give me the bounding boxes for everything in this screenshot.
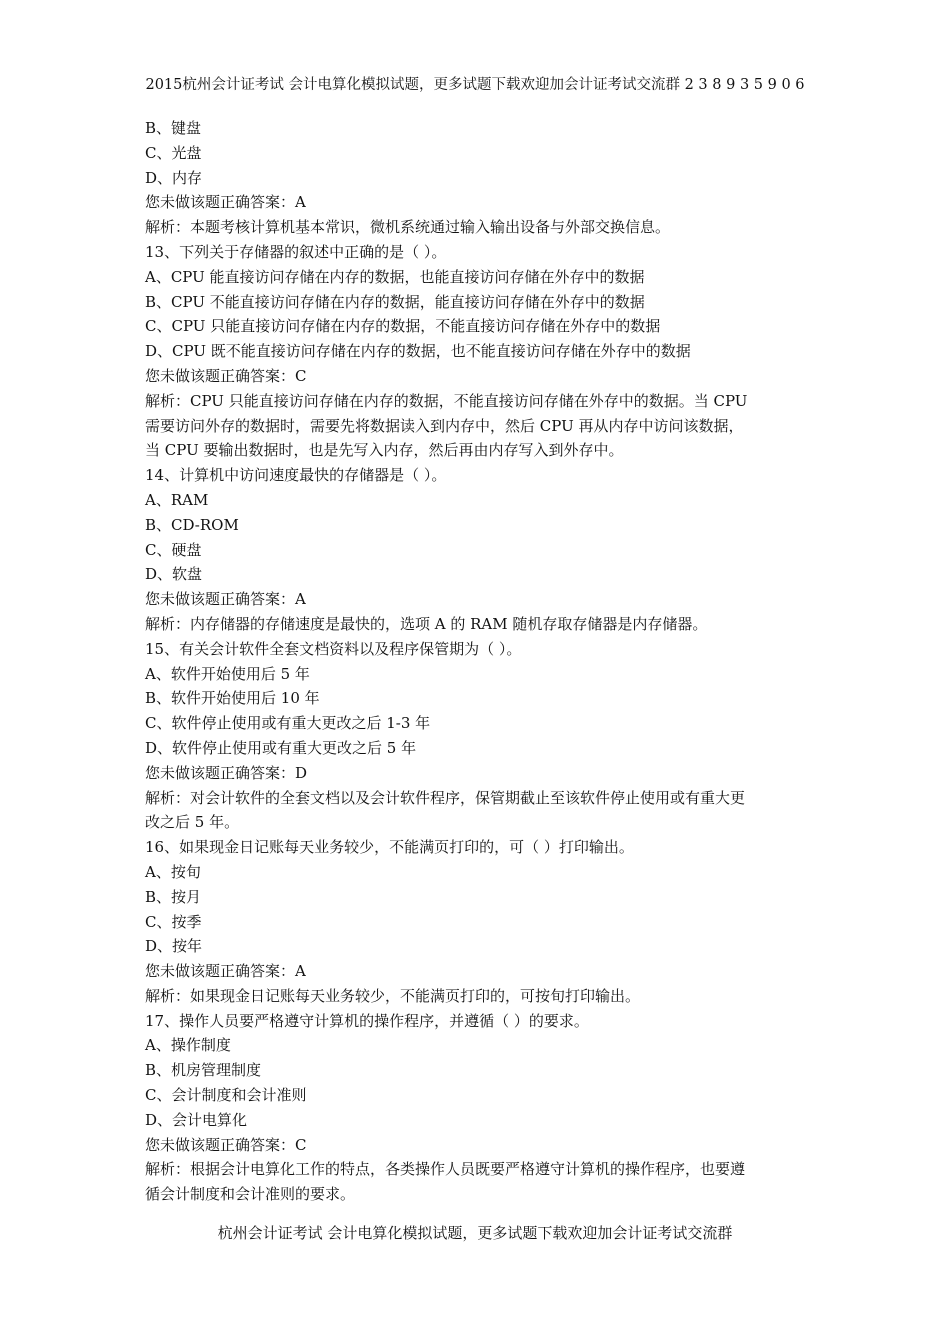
option-line: C、按季 bbox=[145, 912, 202, 931]
explanation-line: 循会计制度和会计准则的要求。 bbox=[145, 1185, 356, 1204]
option-line: C、硬盘 bbox=[145, 540, 202, 559]
page-header: 2015杭州会计证考试 会计电算化模拟试题，更多试题下载欢迎加会计证考试交流群 2 3 8 9 3 5 9 0 6 bbox=[145, 77, 805, 93]
explanation-line: 解析：本题考核计算机基本常识，微机系统通过输入输出设备与外部交换信息。 bbox=[145, 218, 671, 237]
question-15: 15、有关会计软件全套文档资料以及程序保管期为（ ）。 bbox=[145, 639, 522, 658]
option-line: B、机房管理制度 bbox=[145, 1061, 262, 1080]
page-footer: 杭州会计证考试 会计电算化模拟试题，更多试题下载欢迎加会计证考试交流群 bbox=[217, 1224, 733, 1242]
answer-line: 您未做该题正确答案：A bbox=[145, 590, 306, 609]
option-line: B、按月 bbox=[145, 887, 202, 906]
option-line: D、软盘 bbox=[145, 565, 203, 584]
option-line: C、会计制度和会计准则 bbox=[145, 1086, 307, 1105]
option-line: A、RAM bbox=[145, 490, 209, 509]
answer-line: 您未做该题正确答案：A bbox=[145, 193, 306, 212]
explanation-line: 解析：如果现金日记账每天业务较少，不能满页打印的，可按旬打印输出。 bbox=[145, 986, 641, 1005]
question-14: 14、计算机中访问速度最快的存储器是（ ）。 bbox=[145, 466, 447, 485]
explanation-line: 当 CPU 要输出数据时，也是先写入内存，然后再由内存写入到外存中。 bbox=[145, 441, 624, 460]
option-line: A、操作制度 bbox=[145, 1036, 231, 1055]
explanation-line: 解析：对会计软件的全套文档以及会计软件程序，保管期截止至该软件停止使用或有重大更 bbox=[145, 788, 746, 807]
explanation-line: 解析：根据会计电算化工作的特点，各类操作人员既要严格遵守计算机的操作程序，也要遵 bbox=[145, 1160, 746, 1179]
option-line: A、软件开始使用后 5 年 bbox=[145, 664, 310, 683]
answer-line: 您未做该题正确答案：C bbox=[145, 1135, 307, 1154]
question-13: 13、下列关于存储器的叙述中正确的是（ ）。 bbox=[145, 242, 447, 261]
document-body bbox=[145, 116, 815, 1207]
option-line: A、CPU 能直接访问存储在内存的数据，也能直接访问存储在外存中的数据 bbox=[145, 267, 645, 286]
option-line: D、按年 bbox=[145, 937, 203, 956]
explanation-line: 需要访问外存的数据时，需要先将数据读入到内存中，然后 CPU 再从内存中访问该数据， bbox=[145, 416, 744, 435]
option-line: C、光盘 bbox=[145, 143, 202, 162]
option-line: B、软件开始使用后 10 年 bbox=[145, 689, 320, 708]
answer-line: 您未做该题正确答案：D bbox=[145, 763, 308, 782]
explanation-line: 改之后 5 年。 bbox=[145, 813, 240, 832]
answer-line: 您未做该题正确答案：A bbox=[145, 962, 306, 981]
option-line: D、内存 bbox=[145, 168, 203, 187]
question-17: 17、操作人员要严格遵守计算机的操作程序，并遵循（ ）的要求。 bbox=[145, 1011, 589, 1030]
option-line: A、按旬 bbox=[145, 862, 201, 881]
answer-line: 您未做该题正确答案：C bbox=[145, 366, 307, 385]
explanation-line: 解析：CPU 只能直接访问存储在内存的数据，不能直接访问存储在外存中的数据。当 CPU bbox=[145, 391, 748, 410]
option-line: D、软件停止使用或有重大更改之后 5 年 bbox=[145, 738, 417, 757]
option-line: C、CPU 只能直接访问存储在内存的数据，不能直接访问存储在外存中的数据 bbox=[145, 317, 661, 336]
explanation-line: 解析：内存储器的存储速度是最快的，选项 A 的 RAM 随机存取存储器是内存储器。 bbox=[145, 614, 708, 633]
question-16: 16、如果现金日记账每天业务较少，不能满页打印的，可（ ）打印输出。 bbox=[145, 838, 634, 857]
option-line: C、软件停止使用或有重大更改之后 1-3 年 bbox=[145, 714, 431, 733]
option-line: B、键盘 bbox=[145, 119, 202, 137]
option-line: D、CPU 既不能直接访问存储在内存的数据，也不能直接访问存储在外存中的数据 bbox=[145, 342, 691, 361]
option-line: B、CPU 不能直接访问存储在内存的数据，能直接访问存储在外存中的数据 bbox=[145, 292, 645, 311]
option-line: B、CD-ROM bbox=[145, 515, 239, 534]
option-line: D、会计电算化 bbox=[145, 1110, 248, 1129]
